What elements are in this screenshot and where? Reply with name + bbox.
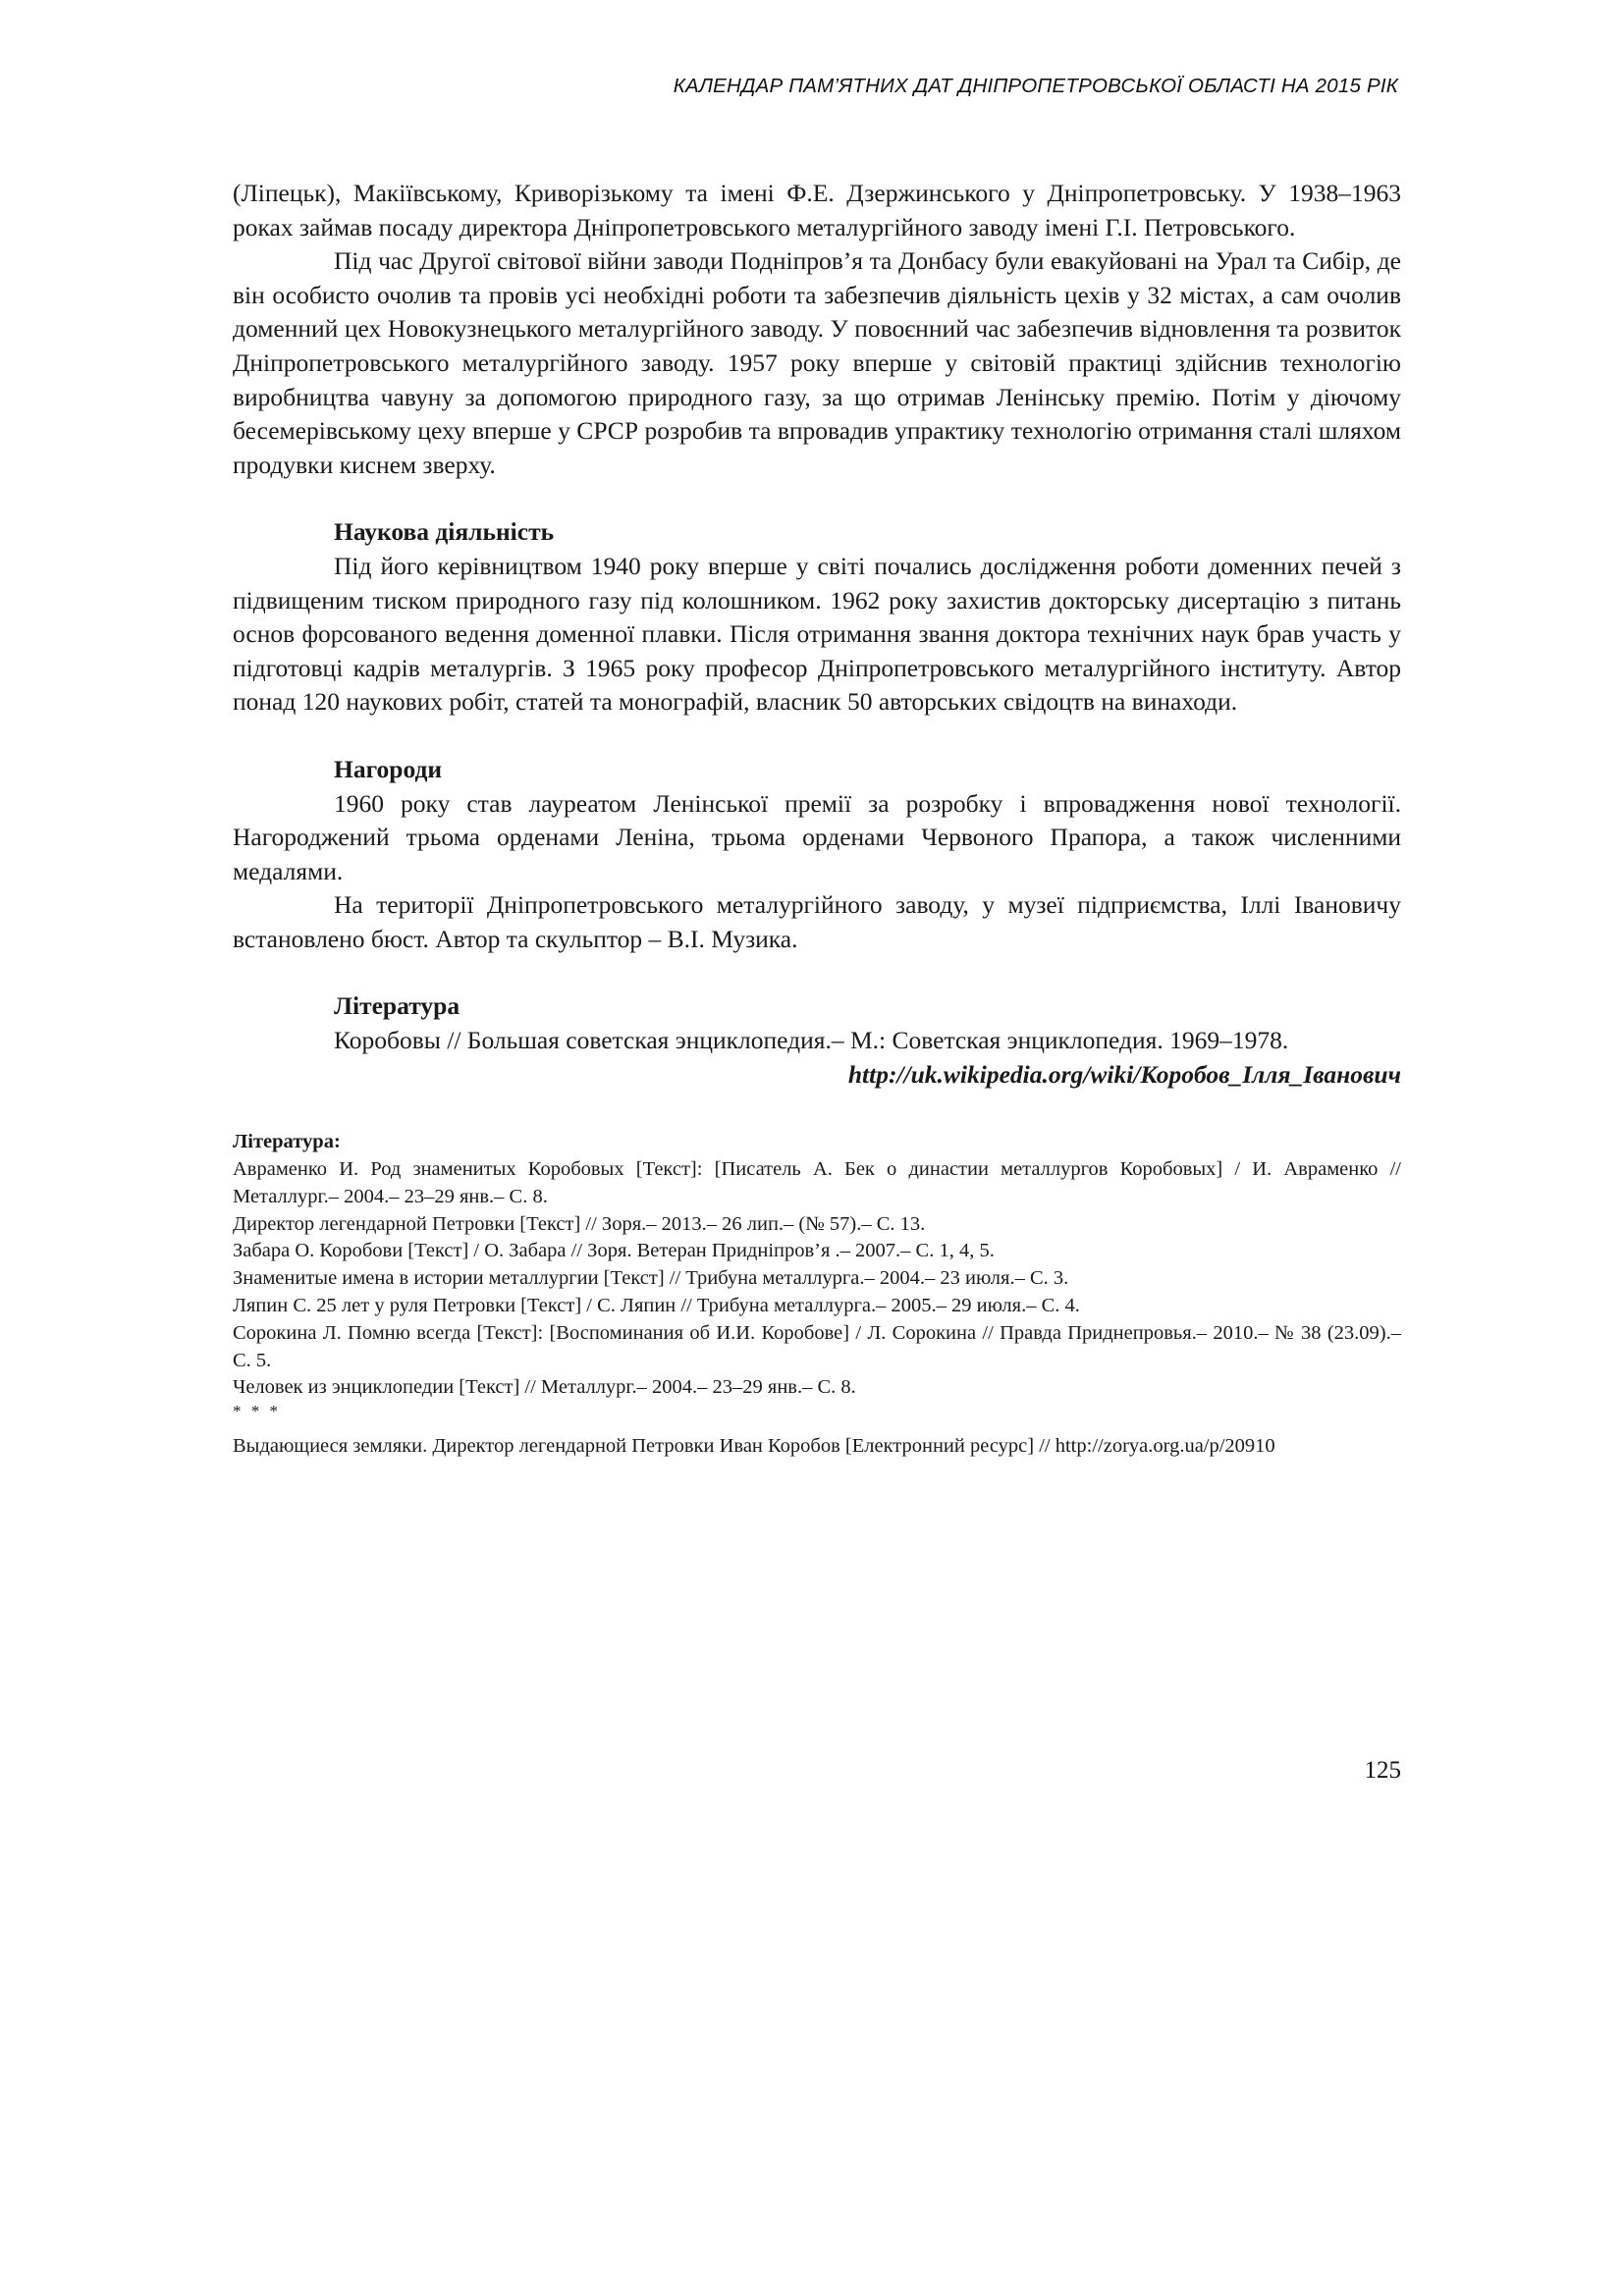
section-title-literature: Література xyxy=(334,991,460,1021)
bibliography-item: Сорокина Л. Помню всегда [Текст]: [Воспоминания об И.И. Коробове] / Л. Сорокина // Правда Приднепровья.– 2010.– № 38 (23.09).– С. 5. xyxy=(233,1321,1401,1371)
section-title-science: Наукова діяльність xyxy=(334,517,555,547)
war-paragraph: Під час Другої світової війни заводи Подніпров’я та Донбасу були евакуйовані на Урал та Сибір, де він особисто очолив та провів усі необхідні роботи та забезпечив діяльність цехів у 32 містах, а сам очолив доменний цех Новокузнецького металургійного заводу. У повоєнний час забезпечив відновлення та розвиток Дніпропетровського металургійного заводу. 1957 року вперше у світовій практиці здійснив технологію виробництва чавуну за допомогою природного газу, за що отримав Ленінську премію. Потім у діючому бесемерівському цеху вперше у СРСР розробив та впровадив упрактику технологію отримання сталі шляхом продувки киснем зверху. xyxy=(233,246,1401,479)
spacer xyxy=(233,720,1401,753)
bibliography-separator: * * * xyxy=(233,1402,281,1421)
spacer xyxy=(233,482,1401,515)
awards-paragraph-2: На території Дніпропетровського металургійного заводу, у музеї підприємства, Іллі Івановичу встановлено бюст. Автор та скульптор – В.І. Музика. xyxy=(233,890,1401,953)
page-number: 125 xyxy=(1364,1757,1401,1784)
bibliography-item: Директор легендарной Петровки [Текст] // Зоря.– 2013.– 26 лип.– (№ 57).– С. 13. xyxy=(233,1212,926,1235)
bibliography-item: Авраменко И. Род знаменитых Коробовых [Текст]: [Писатель А. Бек о династии металлургов Коробовых] / И. Авраменко // Металлург.– 2004.– 23–29 янв.– С. 8. xyxy=(233,1158,1401,1207)
bibliography-item: Ляпин С. 25 лет у руля Петровки [Текст] / С. Ляпин // Трибуна металлурга.– 2005.– 29 июля.– С. 4. xyxy=(233,1295,1080,1317)
bibliography-title: Література: xyxy=(233,1131,341,1153)
bibliography-item: Человек из энциклопедии [Текст] // Металлург.– 2004.– 23–29 янв.– С. 8. xyxy=(233,1376,856,1399)
running-header: КАЛЕНДАР ПАМ’ЯТНИХ ДАТ ДНІПРОПЕТРОВСЬКОЇ ОБЛАСТІ НА 2015 РІК xyxy=(673,75,1398,97)
article-body xyxy=(233,177,1401,1461)
bibliography-item: Забара О. Коробови [Текст] / О. Забара // Зоря. Ветеран Придніпров’я .– 2007.– С. 1, 4, 5. xyxy=(233,1240,995,1262)
bibliography xyxy=(233,1129,1401,1461)
bibliography-electronic-item: Выдающиеся земляки. Директор легендарной Петровки Иван Коробов [Електронний ресурс] // http://zorya.org.ua/p/20910 xyxy=(233,1435,1275,1458)
awards-paragraph-1: 1960 року став лауреатом Ленінської премії за розробку і впровадження нової технології. Нагороджений трьома орденами Леніна, трьома орденами Червоного Прапора, а також численними медалями. xyxy=(233,788,1401,885)
bibliography-item: Знаменитые имена в истории металлургии [Текст] // Трибуна металлурга.– 2004.– 23 июля.– С. 3. xyxy=(233,1267,1069,1290)
wikipedia-source-link[interactable]: http://uk.wikipedia.org/wiki/Коробов_Ілля_Іванович xyxy=(847,1059,1401,1089)
section-title-awards: Нагороди xyxy=(334,754,443,783)
science-paragraph: Під його керівництвом 1940 року вперше у світі почались дослідження роботи доменних печей з підвищеним тиском природного газу під колошником. 1962 року захистив докторську дисертацію з питань основ форсованого ведення доменної плавки. Після отримання звання доктора технічних наук брав участь у підготовці кадрів металургів. З 1965 року професор Дніпропетровського металургійного інституту. Автор понад 120 наукових робіт, статей та монографій, власник 50 авторських свідоцтв на винаходи. xyxy=(233,551,1401,717)
literature-paragraph: Коробовы // Большая советская энциклопедия.– М.: Советская энциклопедия. 1969–1978. xyxy=(334,1026,1289,1055)
spacer xyxy=(233,956,1401,989)
intro-paragraph: (Ліпецьк), Макіївському, Криворізькому та імені Ф.Е. Дзержинського у Дніпропетровську. У 1938–1963 роках займав посаду директора Дніпропетровського металургійного заводу імені Г.І. Петровського. xyxy=(233,179,1401,241)
